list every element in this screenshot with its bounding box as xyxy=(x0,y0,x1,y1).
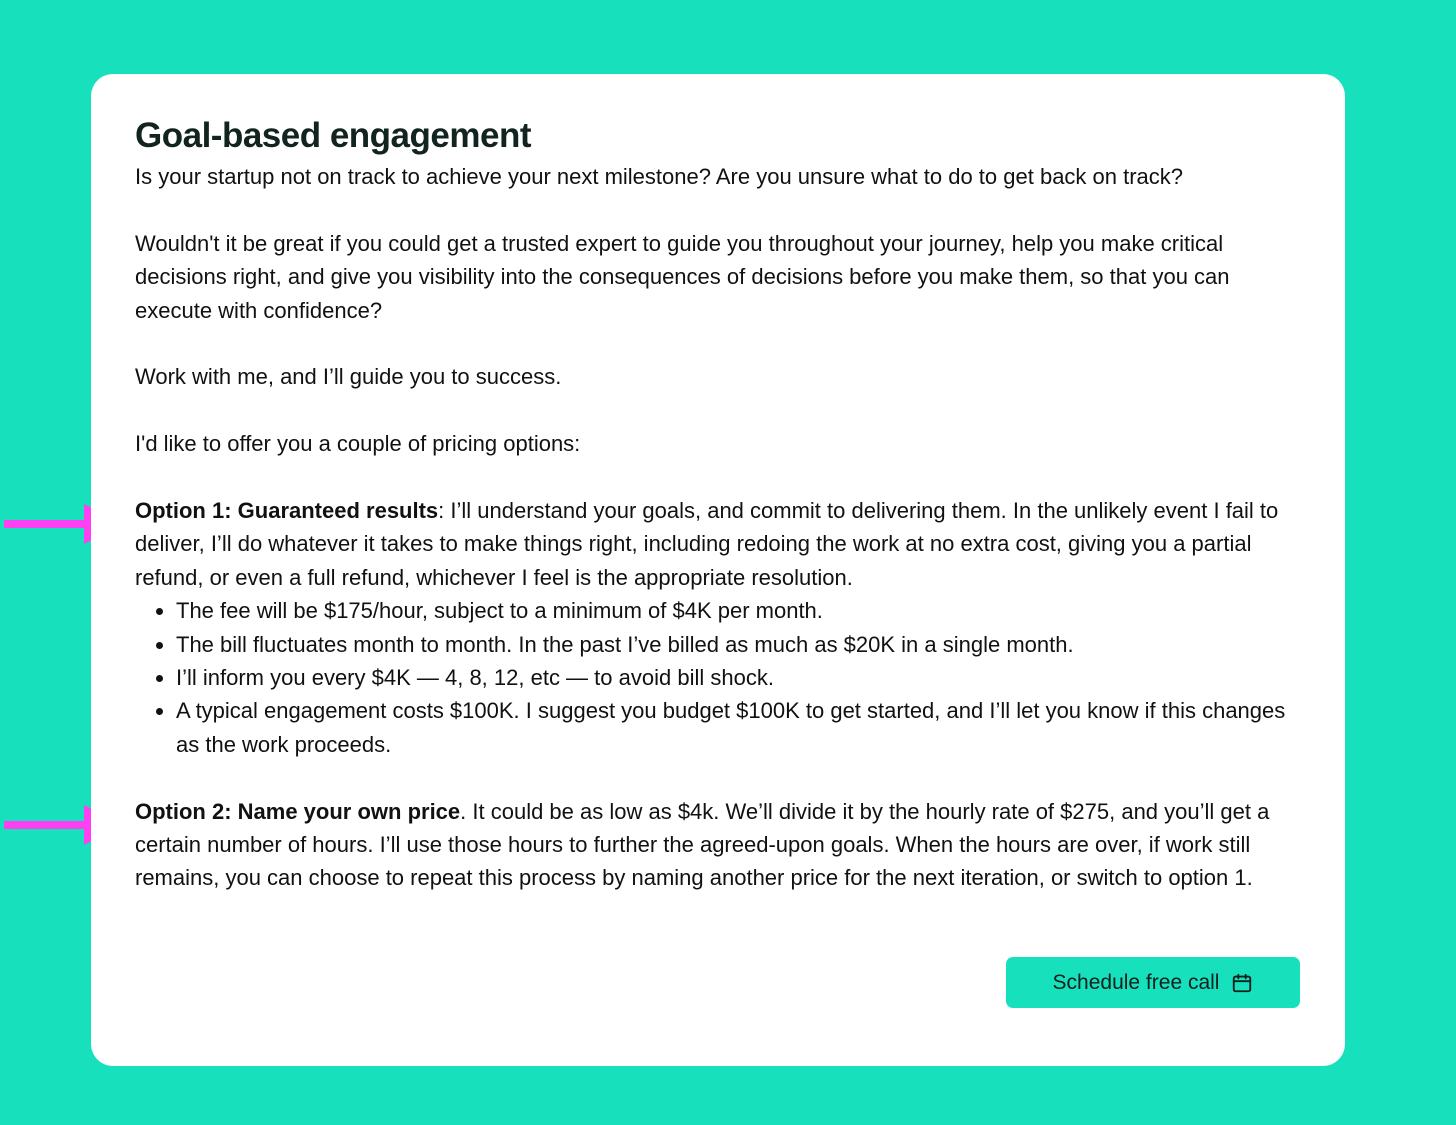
option-1-bullet-list xyxy=(135,594,1301,761)
schedule-free-call-button[interactable] xyxy=(1006,957,1300,1008)
list-item: • The bill fluctuates month to month. In the past I’ve billed as much as $20K in a single month. xyxy=(176,628,1301,661)
expert-paragraph: Wouldn't it be great if you could get a trusted expert to guide you throughout your journey, help you make critical decisions right, and give you visibility into the consequences of decisions before you make them, so that you can execute with confidence? xyxy=(135,230,1230,323)
calendar-icon xyxy=(1231,972,1253,994)
intro-paragraph: Is your startup not on track to achieve your next milestone? Are you unsure what to do to get back on track? xyxy=(135,164,1184,189)
list-item: • A typical engagement costs $100K. I suggest you budget $100K to get started, and I’ll let you know if this changes as the work proceeds. xyxy=(176,694,1301,761)
option-2-label: Option 2: Name your own price xyxy=(135,798,461,824)
schedule-free-call-label: Schedule free call xyxy=(1052,970,1220,994)
list-item: • The fee will be $175/hour, subject to a minimum of $4K per month. xyxy=(176,594,1301,627)
guide-paragraph: Work with me, and I’ll guide you to success. xyxy=(135,364,562,390)
card-title: Goal-based engagement xyxy=(135,116,531,155)
option-2-text: . It could be as low as $4k. We’ll divide it by the hourly rate of $275, and you’ll get a certain number of hours. I’ll use those hours to further the agreed-upon goals. When the hours are over, if work still remains, you can choose to repeat this process by naming another price for the next iteration, or switch to option 1. xyxy=(135,798,1270,891)
option-1-label: Option 1: Guaranteed results xyxy=(135,498,439,523)
list-item: • I’ll inform you every $4K — 4, 8, 12, etc — to avoid bill shock. xyxy=(176,661,1301,694)
option-2-paragraph xyxy=(135,795,1301,895)
engagement-card xyxy=(91,74,1345,1066)
option-1-paragraph xyxy=(135,494,1301,594)
pricing-intro-paragraph: I'd like to offer you a couple of pricing options: xyxy=(135,431,581,457)
option-1-text: : I’ll understand your goals, and commit to delivering them. In the unlikely event I fail to deliver, I’ll do whatever it takes to make things right, including redoing the work at no extra cost, giving you a partial refund, or even a full refund, whichever I feel is the appropriate resolution. xyxy=(135,498,1279,590)
